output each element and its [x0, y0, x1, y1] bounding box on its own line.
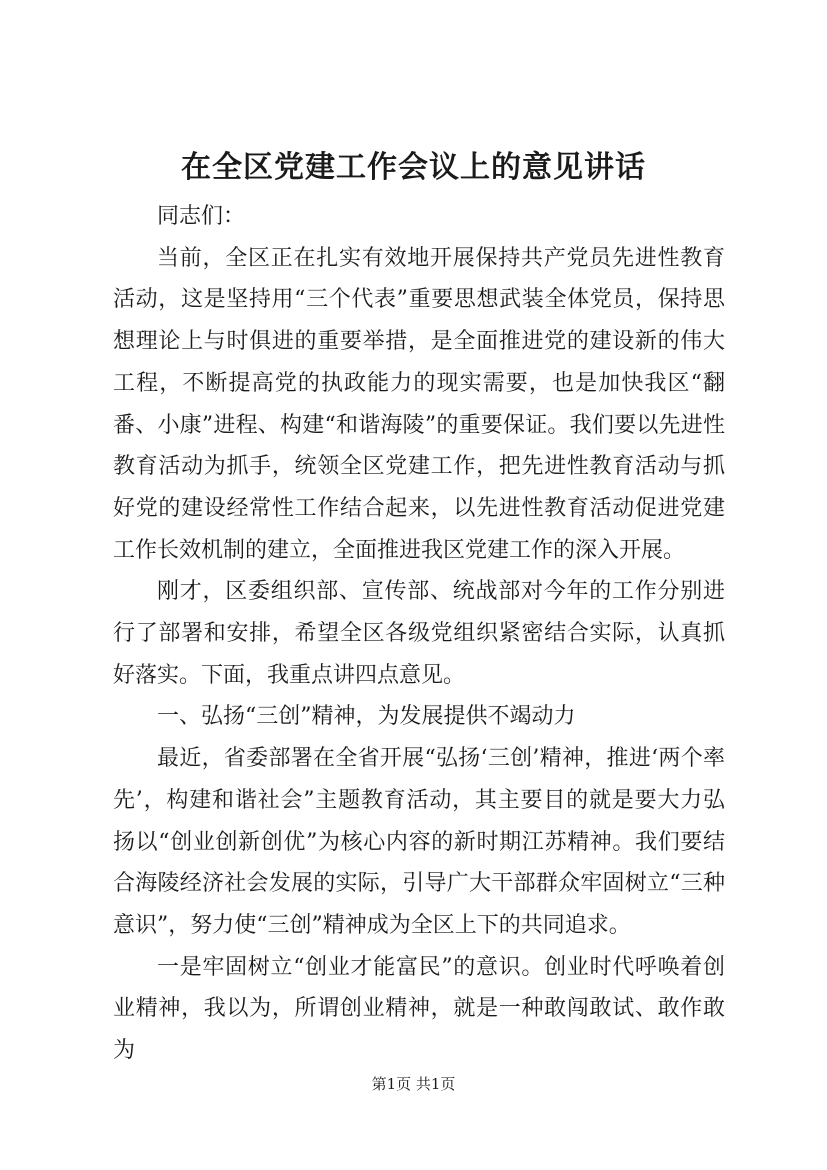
page-footer: 第1页 共1页	[371, 1075, 456, 1093]
section-heading: 一、弘扬“三创”精神，为发展提供不竭动力	[157, 704, 576, 730]
body-paragraph: 一是牢固树立“创业才能富民”的意识。创业时代呼唤着创业精神，我以为，所谓创业精神，就是一种敢闯敢试、敢作敢为	[113, 954, 725, 1064]
document-body	[113, 196, 725, 1072]
document-title: 在全区党建工作会议上的意见讲话	[181, 150, 646, 185]
body-paragraph: 刚才，区委组织部、宣传部、统战部对今年的工作分别进行了部署和安排，希望全区各级党组织紧密结合实际，认真抓好落实。下面，我重点讲四点意见。	[113, 579, 725, 688]
salutation-paragraph: 同志们：	[157, 204, 246, 229]
body-paragraph: 当前，全区正在扎实有效地开展保持共产党员先进性教育活动，这是坚持用“三个代表”重要思想武装全体党员，保持思想理论上与时俱进的重要举措，是全面推进党的建设新的伟大工程，不断提高党的执政能力的现实需要，也是加快我区“翻番、小康”进程、构建“和谐海陵”的重要保证。我们要以先进性教育活动为抓手，统领全区党建工作，把先进性教育活动与抓好党的建设经常性工作结合起来，以先进性教育活动促进党建工作长效机制的建立，全面推进我区党建工作的深入开展。	[113, 245, 725, 563]
body-paragraph: 最近，省委部署在全省开展“弘扬‘三创’精神，推进‘两个率先’，构建和谐社会”主题教育活动，其主要目的就是要大力弘扬以“创业创新创优”为核心内容的新时期江苏精神。我们要结合海陵经济社会发展的实际，引导广大干部群众牢固树立“三种意识”，努力使“三创”精神成为全区上下的共同追求。	[113, 746, 725, 938]
